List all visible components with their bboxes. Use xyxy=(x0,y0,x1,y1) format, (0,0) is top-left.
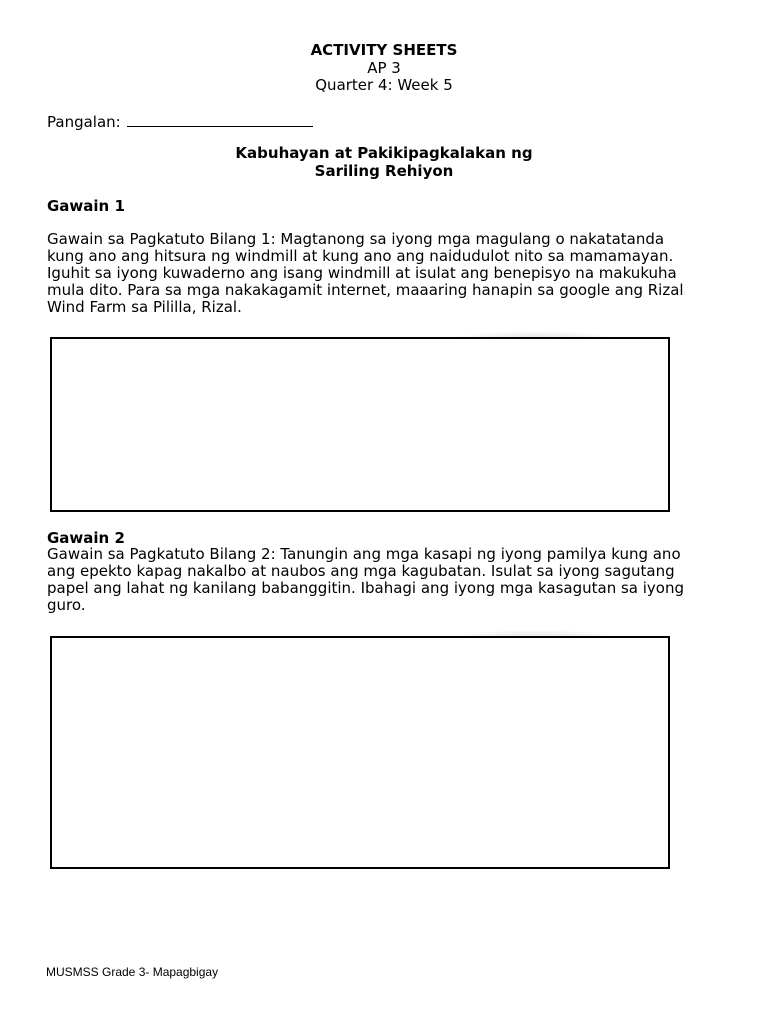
document-header xyxy=(0,42,768,95)
activity-2-answer-box[interactable] xyxy=(50,636,670,869)
name-field xyxy=(47,112,313,131)
quarter-week-label: Quarter 4: Week 5 xyxy=(315,76,453,94)
name-blank-line[interactable] xyxy=(127,112,313,127)
activity-2-instructions xyxy=(47,546,717,614)
instruction-line: ang epekto kapag nakalbo at naubos ang mga kagubatan. Isulat sa iyong sagutang xyxy=(47,562,675,580)
name-label: Pangalan: xyxy=(47,113,121,131)
instruction-line: kung ano ang hitsura ng windmill at kung ano ang naidudulot nito sa mamamayan. xyxy=(47,247,674,265)
instruction-line: papel ang lahat ng kanilang babanggitin. Ibahagi ang iyong mga kasagutan sa iyong xyxy=(47,579,684,597)
activity-1-heading: Gawain 1 xyxy=(47,197,125,215)
instruction-line: guro. xyxy=(47,596,86,614)
lesson-title-line-1: Kabuhayan at Pakikipagkalakan ng xyxy=(235,144,533,162)
activity-2-heading: Gawain 2 xyxy=(47,529,125,547)
instruction-line: Gawain sa Pagkatuto Bilang 2: Tanungin ang mga kasapi ng iyong pamilya kung ano xyxy=(47,545,681,563)
instruction-line: Iguhit sa iyong kuwaderno ang isang windmill at isulat ang benepisyo na makukuha xyxy=(47,264,677,282)
activity-1-answer-box[interactable] xyxy=(50,337,670,512)
instruction-line: Gawain sa Pagkatuto Bilang 1: Magtanong sa iyong mga magulang o nakatatanda xyxy=(47,230,665,248)
instruction-line: Wind Farm sa Pililla, Rizal. xyxy=(47,298,242,316)
document-title: ACTIVITY SHEETS xyxy=(310,41,458,59)
lesson-title xyxy=(0,145,768,180)
instruction-line: mula dito. Para sa mga nakakagamit internet, maaaring hanapin sa google ang Rizal xyxy=(47,281,684,299)
activity-1-instructions xyxy=(47,231,717,316)
subject-label: AP 3 xyxy=(367,58,401,77)
page-footer: MUSMSS Grade 3- Mapagbigay xyxy=(46,965,219,979)
lesson-title-line-2: Sariling Rehiyon xyxy=(314,161,454,180)
